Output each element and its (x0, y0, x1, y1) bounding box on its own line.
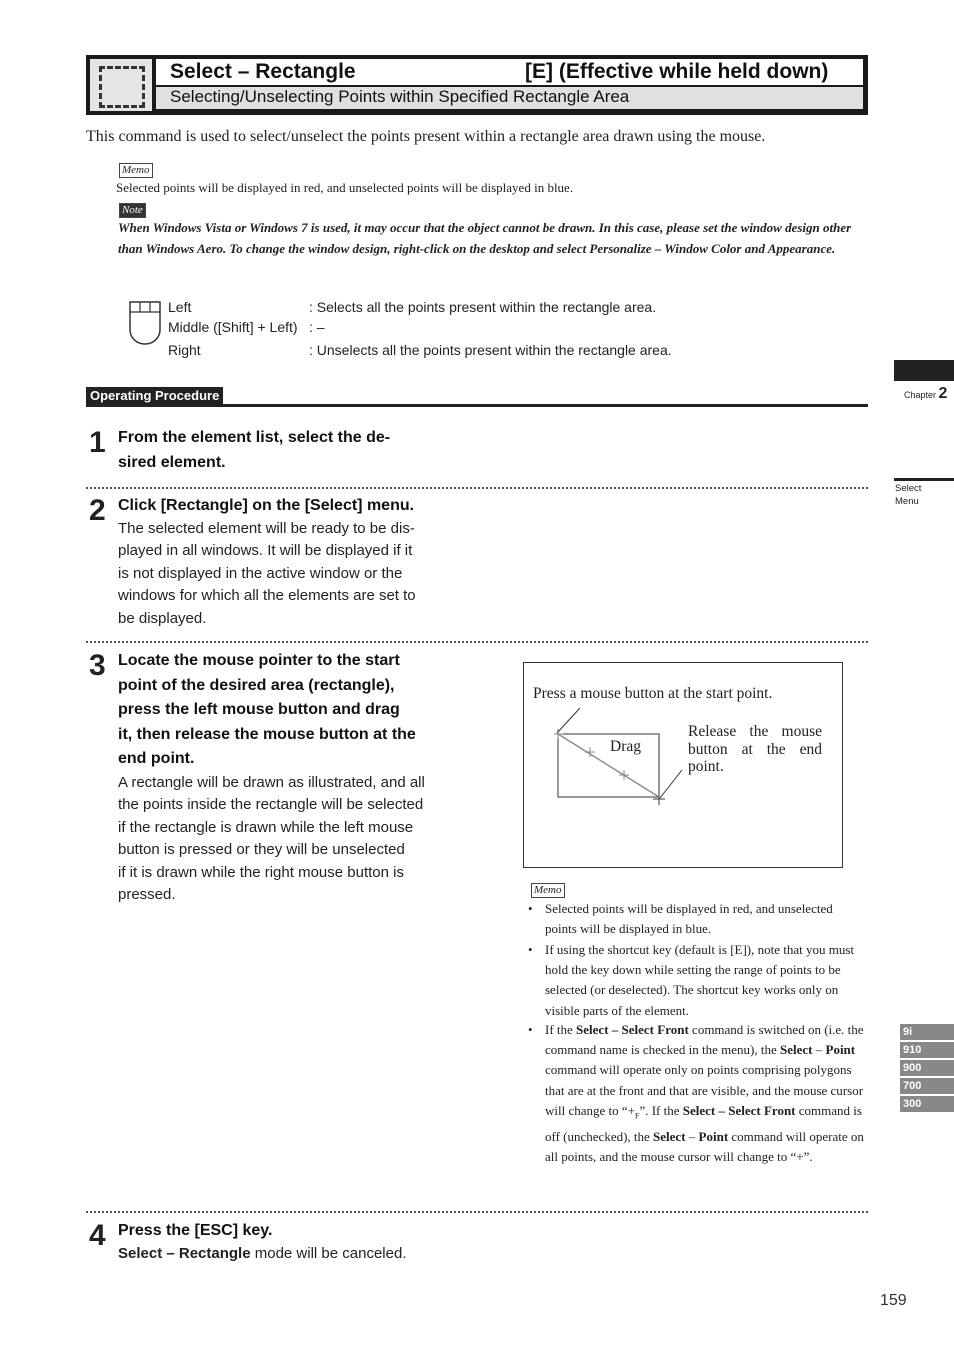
model-tab: 300 (900, 1096, 954, 1112)
chapter-label: Chapter 2 (904, 385, 948, 402)
memo-list-item: • Selected points will be displayed in red, and unselected points will be displayed in blue. (528, 899, 866, 939)
drag-label: Drag (610, 738, 641, 755)
model-tab: 900 (900, 1060, 954, 1076)
model-tab: 910 (900, 1042, 954, 1058)
mouse-desc: : – (309, 319, 325, 335)
dotted-divider (86, 1211, 868, 1213)
step-number: 4 (89, 1219, 106, 1252)
memo-item-text: If the Select – Select Front command is switched on (i.e. the command name is checked in the menu), the Select – Point command will operate only on points comprising polygons that are at the front and that are visible, and the mouse cursor will change to “$+_F$”. If the Select – Select Front command is off (unchecked), the Select – Point command will operate on all points, and the mouse cursor will change to “+”. (545, 1022, 864, 1164)
step-heading: Click [Rectangle] on the [Select] menu. (118, 497, 415, 514)
start-point-label: Press a mouse button at the start point. (533, 685, 773, 702)
step-heading: Press the [ESC] key. (118, 1222, 273, 1239)
step-number: 1 (89, 426, 106, 459)
memo-list-item: • If the Select – Select Front command is switched on (i.e. the command name is checked in the menu), the Select – Point command will operate only on points comprising polygons that are at the front and that are visible, and the mouse cursor will change to “$+_F$”. If the Select – Select Front command is off (unchecked), the Select – Point command will operate on all points, and the mouse cursor will change to “+”. (528, 1020, 866, 1167)
mouse-label: Right (168, 342, 201, 358)
step-body: Select – Rectangle mode will be canceled. (118, 1245, 407, 1262)
section-rule (86, 404, 868, 407)
memo-item-text: If using the shortcut key (default is [E]), note that you must hold the key down while setting the range of points to be selected (or deselected). The shortcut key works only on visible parts of the element. (545, 942, 855, 1018)
page-header (86, 55, 868, 115)
step-heading: From the element list, select the de- sired element. (118, 429, 391, 471)
dotted-divider (86, 641, 868, 643)
step-body: The selected element will be ready to be dis- played in all windows. It will be displayed if it is not displayed in the active window or the windows for which all the elements are set to be displayed. (118, 520, 416, 627)
operating-procedure-label: Operating Procedure (86, 387, 223, 404)
page-subtitle: Selecting/Unselecting Points within Specified Rectangle Area (170, 87, 630, 106)
release-label: Release the mouse button at the end point. (688, 723, 822, 775)
intro-text: This command is used to select/unselect the points present within a rectangle area drawn using the mouse. (86, 128, 766, 145)
select-rectangle-icon (90, 59, 152, 111)
mouse-desc: : Unselects all the points present within the rectangle area. (309, 342, 672, 358)
model-tab: 700 (900, 1078, 954, 1094)
memo-text: Selected points will be displayed in red, and unselected points will be displayed in blue. (116, 180, 574, 195)
note-tag: Note (119, 203, 146, 218)
header-subtitle-row (156, 87, 863, 109)
step-number: 3 (89, 649, 106, 682)
memo-list-item: • If using the shortcut key (default is [E]), note that you must hold the key down while setting the range of points to be selected (or deselected). The shortcut key works only on visible parts of the element. (528, 940, 866, 1021)
header-title-row (156, 59, 863, 85)
memo-item-text: Selected points will be displayed in red, and unselected points will be displayed in blue. (545, 901, 833, 937)
step-body: A rectangle will be drawn as illustrated, and all the points inside the rectangle will be selected if the rectangle is drawn while the left mouse button is pressed or they will be unselected if it is drawn while the right mouse button is pressed. (118, 774, 425, 904)
rectangle-diagram (523, 662, 843, 868)
page-number: 159 (880, 1292, 907, 1309)
chapter-tab (894, 360, 954, 381)
mouse-desc: : Selects all the points present within the rectangle area. (309, 299, 657, 315)
mouse-label: Middle ([Shift] + Left) (168, 319, 298, 335)
memo-tag: Memo (119, 163, 153, 178)
mouse-label: Left (168, 299, 192, 315)
memo-tag: Memo (531, 883, 565, 898)
note-text: When Windows Vista or Windows 7 is used, it may occur that the object cannot be drawn. In this case, please set the window design other than Windows Aero. To change the window design, right-click on the desktop and select Personalize – Window Color and Appearance. (118, 220, 852, 256)
shortcut-label: [E] (Effective while held down) (525, 60, 829, 83)
step-number: 2 (89, 494, 106, 527)
mouse-icon (128, 300, 162, 346)
model-tab: 9i (900, 1024, 954, 1040)
section-tab-label: Select Menu (895, 483, 922, 507)
section-tab-rule (894, 478, 954, 481)
step-heading: Locate the mouse pointer to the start point of the desired area (rectangle), press the left mouse button and drag it, then release the mouse button at the end point. (118, 652, 416, 767)
dotted-divider (86, 487, 868, 489)
page-title: Select – Rectangle (170, 60, 356, 83)
